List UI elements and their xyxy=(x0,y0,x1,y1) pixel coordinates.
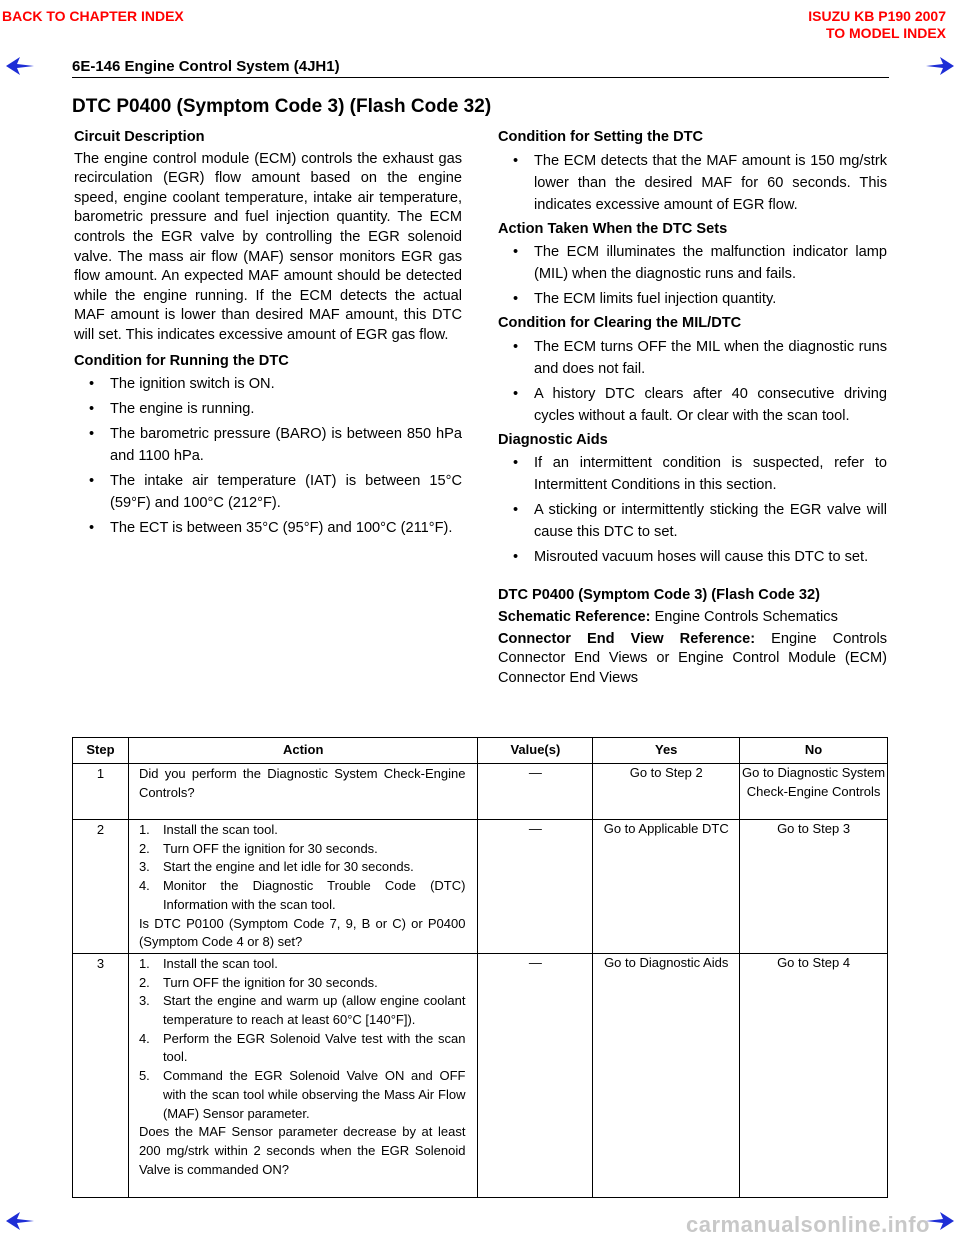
step-value: — xyxy=(478,820,593,954)
list-item: 3. Start the engine and let idle for 30 seconds. xyxy=(138,859,414,875)
next-page-arrow-icon[interactable] xyxy=(924,55,956,77)
prev-page-arrow-icon[interactable] xyxy=(4,55,36,77)
list-item: • The ECM detects that the MAF amount is 150 mg/strk lower than the desired MAF for 60 seconds. This indicates excessive amount of EGR flow. xyxy=(498,150,887,216)
column-header-no: No xyxy=(740,738,888,764)
list-item: • If an intermittent condition is suspected, refer to Intermittent Conditions in this section. xyxy=(498,452,887,496)
column-header-yes: Yes xyxy=(593,738,740,764)
list-item: 3. Start the engine and warm up (allow engine coolant temperature to reach at least 60°C [140°F]). xyxy=(138,993,466,1028)
step-no[interactable]: Go to Diagnostic System Check-Engine Controls xyxy=(740,764,888,820)
action-question: Does the MAF Sensor parameter decrease by at least 200 mg/strk within 2 seconds when the EGR Solenoid Valve is commanded ON? xyxy=(138,1124,466,1177)
step-number: 1 xyxy=(73,764,129,820)
column-header-values: Value(s) xyxy=(478,738,593,764)
connector-reference-label: Connector End View Reference: xyxy=(498,630,756,647)
table-row xyxy=(73,820,888,954)
step-yes[interactable]: Go to Step 2 xyxy=(593,764,740,820)
back-to-chapter-index-link[interactable]: BACK TO CHAPTER INDEX xyxy=(2,8,184,24)
list-item: 1. Install the scan tool. xyxy=(138,822,278,837)
circuit-description-text: The engine control module (ECM) controls the exhaust gas recirculation (EGR) flow amount based on the engine speed, engine coolant temperature, intake air temperature, barometric pressure and fuel injection quantity. The ECM controls the EGR valve by controlling the EGR solenoid valve. The mass air flow (MAF) sensor monitors EGR gas flow amount. An expected MAF amount should be detected while the engine running. If the ECM detects the actual MAF amount is lower than desired MAF amount, this DTC will set. This indicates excessive amount of EGR gas flow. xyxy=(74,150,462,343)
step-no[interactable]: Go to Step 4 xyxy=(740,953,888,1197)
step-action: Did you perform the Diagnostic System Check-Engine Controls? xyxy=(128,764,478,820)
step-number: 3 xyxy=(73,953,129,1197)
diagnostic-aids-heading: Diagnostic Aids xyxy=(498,431,608,448)
condition-setting-list xyxy=(498,150,887,216)
column-header-action: Action xyxy=(128,738,478,764)
action-taken-list xyxy=(498,241,887,310)
list-item: • Misrouted vacuum hoses will cause this DTC to set. xyxy=(498,546,887,568)
references-block xyxy=(498,586,887,688)
left-column xyxy=(74,128,462,542)
step-action xyxy=(128,820,478,954)
step-value: — xyxy=(478,953,593,1197)
action-question: Is DTC P0100 (Symptom Code 7, 9, B or C) or P0400 (Symptom Code 4 or 8) set? xyxy=(138,915,466,950)
prev-page-bottom-arrow-icon[interactable] xyxy=(4,1210,36,1232)
condition-clearing-heading: Condition for Clearing the MIL/DTC xyxy=(498,315,742,332)
table-row xyxy=(73,764,888,820)
list-item: 5. Command the EGR Solenoid Valve ON and OFF with the scan tool while observing the Mass Air Flow (MAF) Sensor parameter. xyxy=(138,1068,466,1121)
schematic-reference-value[interactable]: Engine Controls Schematics xyxy=(654,608,838,625)
list-item: • A sticking or intermittently sticking the EGR valve will cause this DTC to set. xyxy=(498,499,887,543)
list-item: • The ignition switch is ON. xyxy=(74,373,462,395)
action-steps-list xyxy=(139,955,466,1123)
diagnostic-aids-list xyxy=(498,452,887,568)
step-yes[interactable]: Go to Diagnostic Aids xyxy=(593,953,740,1197)
model-title: ISUZU KB P190 2007 xyxy=(808,8,946,24)
condition-running-heading: Condition for Running the DTC xyxy=(74,352,289,369)
condition-setting-heading: Condition for Setting the DTC xyxy=(498,129,704,145)
page-header: 6E-146 Engine Control System (4JH1) xyxy=(72,58,340,75)
table-row xyxy=(73,953,888,1197)
schematic-reference xyxy=(498,608,887,628)
list-item: 4. Perform the EGR Solenoid Valve test with the scan tool. xyxy=(138,1030,466,1065)
model-index-link[interactable] xyxy=(808,8,946,42)
right-column xyxy=(498,128,887,688)
watermark: carmanualsonline.info xyxy=(686,1212,930,1237)
step-number: 2 xyxy=(73,820,129,954)
step-action xyxy=(128,953,478,1197)
list-item: 1. Install the scan tool. xyxy=(138,955,278,971)
action-taken-heading: Action Taken When the DTC Sets xyxy=(498,220,728,237)
references-heading: DTC P0400 (Symptom Code 3) (Flash Code 32) xyxy=(498,587,820,604)
step-no[interactable]: Go to Step 3 xyxy=(740,820,888,954)
list-item: 2. Turn OFF the ignition for 30 seconds. xyxy=(138,840,378,856)
list-item: 2. Turn OFF the ignition for 30 seconds. xyxy=(138,974,378,990)
list-item: • The engine is running. xyxy=(74,398,462,420)
connector-reference xyxy=(498,630,887,689)
list-item: • The barometric pressure (BARO) is between 850 hPa and 1100 hPa. xyxy=(74,423,462,467)
header-divider xyxy=(72,77,889,78)
circuit-description-heading: Circuit Description xyxy=(74,129,205,145)
to-model-index-label[interactable]: TO MODEL INDEX xyxy=(825,25,946,41)
step-value: — xyxy=(478,764,593,820)
dtc-title: DTC P0400 (Symptom Code 3) (Flash Code 32) xyxy=(72,96,492,117)
step-yes[interactable]: Go to Applicable DTC xyxy=(593,820,740,954)
list-item: • The ECM illuminates the malfunction indicator lamp (MIL) when the diagnostic runs and fails. xyxy=(498,241,887,285)
list-item: • The ECM turns OFF the MIL when the diagnostic runs and does not fail. xyxy=(498,336,887,380)
diagnostic-table xyxy=(72,737,888,1198)
list-item: • A history DTC clears after 40 consecutive driving cycles without a fault. Or clear with the scan tool. xyxy=(498,383,887,427)
column-header-step: Step xyxy=(73,738,129,764)
connector-reference-value[interactable]: Engine Controls Connector End Views or Engine Control Module (ECM) Connector End Views xyxy=(498,630,888,686)
list-item: • The ECT is between 35°C (95°F) and 100°C (211°F). xyxy=(74,517,462,539)
condition-running-list xyxy=(74,373,462,539)
list-item: • The intake air temperature (IAT) is between 15°C (59°F) and 100°C (212°F). xyxy=(74,470,462,514)
schematic-reference-label: Schematic Reference: xyxy=(498,608,651,625)
condition-clearing-list xyxy=(498,336,887,427)
action-steps-list xyxy=(139,821,466,915)
list-item: 4. Monitor the Diagnostic Trouble Code (DTC) Information with the scan tool. xyxy=(138,878,466,912)
list-item: • The ECM limits fuel injection quantity. xyxy=(498,288,887,310)
table-header-row xyxy=(73,738,888,764)
